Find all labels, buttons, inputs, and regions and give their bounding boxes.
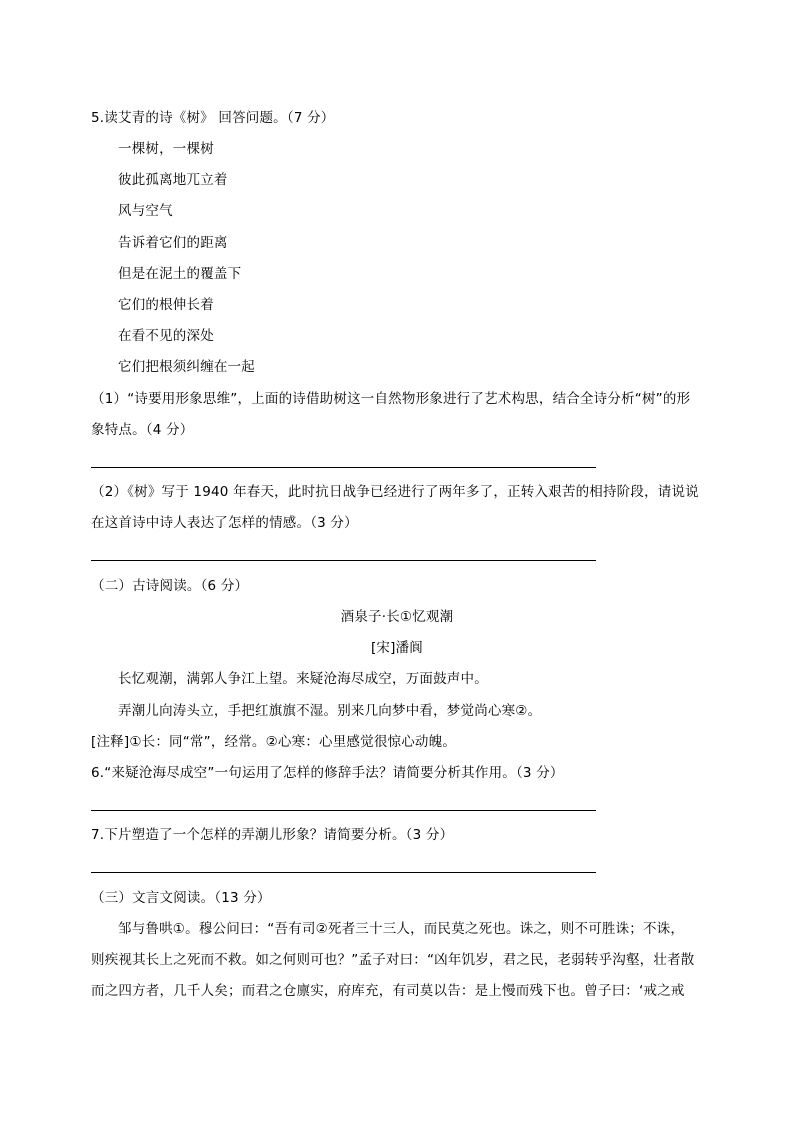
poem-line: 但是在泥土的覆盖下 (118, 266, 242, 282)
question-6-text: 6.“来疑沧海尽成空”一句运用了怎样的修辞手法？请简要分析其作用。（3 分） (91, 765, 564, 781)
poem-line: 告诉着它们的距离 (118, 235, 228, 251)
question-5-2-text: （2）《树》写于 1940 年春天，此时抗日战争已经进行了两年多了，正转入艰苦的相持阶段，请说说 (91, 484, 699, 500)
ancient-poem-author: [宋]潘阆 (370, 640, 424, 656)
section-3-heading: （三）文言文阅读。（13 分） (91, 890, 271, 906)
question-5-1-text-cont: 象特点。（4 分） (91, 422, 194, 438)
poem-line: 它们把根须纠缠在一起 (118, 359, 255, 375)
answer-line-5-2[interactable] (91, 560, 596, 561)
answer-line-7[interactable] (91, 872, 596, 873)
answer-line-5-1[interactable] (91, 467, 596, 468)
question-5-2-text-cont: 在这首诗中诗人表达了怎样的情感。（3 分） (91, 515, 358, 531)
answer-line-6[interactable] (91, 810, 596, 811)
ancient-poem-line: 长忆观潮，满郭人争江上望。来疑沧海尽成空，万面鼓声中。 (118, 671, 488, 687)
annotation-note: [注释]①长：同“常”，经常。②心寒：心里感觉很惊心动魄。 (91, 734, 457, 750)
poem-line: 风与空气 (118, 203, 173, 219)
question-5-1-text: （1）“诗要用形象思维”，上面的诗借助树这一自然物形象进行了艺术构思，结合全诗分析“树”的形 (91, 391, 691, 407)
question-7-text: 7.下片塑造了一个怎样的弄潮儿形象？请简要分析。（3 分） (91, 827, 454, 843)
ancient-poem-line: 弄潮儿向涛头立，手把红旗旗不湿。别来几向梦中看，梦觉尚心寒②。 (118, 703, 542, 719)
poem-line: 彼此孤离地兀立着 (118, 172, 228, 188)
ancient-poem-title: 酒泉子·长①忆观潮 (340, 609, 454, 625)
section-2-heading: （二）古诗阅读。（6 分） (91, 578, 249, 594)
question-5-heading: 5.读艾青的诗《树》 回答问题。（7 分） (91, 110, 335, 126)
classical-text-line: 邹与鲁哄①。穆公问曰：“吾有司②死者三十三人，而民莫之死也。诛之，则不可胜诛；不诛， (118, 921, 685, 937)
poem-line: 一棵树，一棵树 (118, 141, 214, 157)
classical-text-line: 而之四方者，几千人矣；而君之仓廪实，府库充，有司莫以告：是上慢而残下也。曾子曰：‘戒之戒 (91, 983, 685, 999)
poem-line: 它们的根伸长着 (118, 297, 214, 313)
poem-line: 在看不见的深处 (118, 328, 214, 344)
classical-text-line: 则疾视其长上之死而不救。如之何则可也？”孟子对曰：“凶年饥岁，君之民，老弱转乎沟壑，壮者散 (91, 952, 695, 968)
